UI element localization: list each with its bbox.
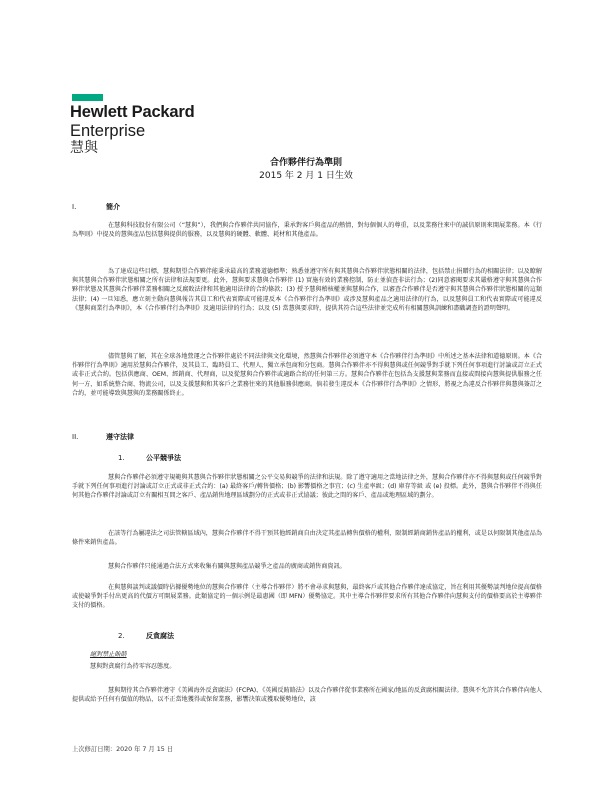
section-title: 遵守法律 bbox=[106, 433, 134, 441]
section-number: II. bbox=[72, 433, 79, 441]
hpe-logo bbox=[70, 104, 194, 155]
footer-revision-date: 上次修訂日期：2020 年 7 月 15 日 bbox=[72, 746, 174, 753]
logo-line-1: Hewlett Packard bbox=[70, 103, 195, 121]
effective-date: 2015 年 2 月 1 日生效 bbox=[259, 171, 353, 181]
paragraph-objectives: 為了達成這些目標，慧與期望合作夥伴能秉承最高的業務道德標準；熟悉並遵守所有與其慧與合作夥伴狀態相關的法律，包括禁止捐贈行為的相關法律；以及瞭解與其慧與合作夥伴狀態相關之所有法律和法規要更。此外，慧與要求慧與合作夥伴 (1) 實施有效的業務控制，防止並偵查非法行為；(2)同意審閱要求其嚴格遵守與其慧與合作夥伴狀態及其慧與合作夥伴業務相關之反腐敗法律和其他適用法律的合約條款；(3) 授予慧與稽核權並與慧與合作，以審查合作夥伴是否遵守與其慧與合作夥伴狀態相關的這類法律；(4) 一旦知悉，應立刻主動向慧與報告其員工和代表實際或可能違反本《合作夥伴行為準則》或涉及慧與產品之適用法律的行為，以及慧與員工和代表實際或可能違反《慧與商業行為準則》，本《合作夥伴行為準則》及適用法律的行為；以及 (5) 當慧與要求時，提供其符合這些法律並完成所有相關慧與訓練和盡職調查的證明聲明。 bbox=[72, 268, 542, 312]
logo-line-2: Enterprise bbox=[70, 121, 146, 140]
subsection-number: 2. bbox=[118, 632, 125, 640]
hpe-logo-bar bbox=[72, 94, 103, 101]
paragraph-scope: 儘管慧與了解，其在全球各地營運之合作夥伴處於不同法律與文化環境，然慧與合作夥伴必須遵守本《合作夥伴行為準則》中所述之基本法律和道德原則。本《合作夥伴行為準則》適用於慧與合作夥伴，及其員工、臨時員工、代理人、獨立承包商和分包商。慧與合作夥伴亦不得與慧與或任何競爭對手就下列任何事項進行討論或訂立正式或非正式合約。包括供應商、OEM、經銷商、代理商，以及從慧與合作夥伴或適路合約的任何第三方。慧與合作夥伴在包括為支援慧與業務而直接或間接向慧與提供服務之任何一方，如系統整合商、物流公司，以及支援慧與和其客戶之業務往來的其他服務供應商。倘若發生違反本《合作夥伴行為準則》之情形，將視之為違反合作夥伴與慧與簽訂之合約，並可能導致與慧與的業務關係終止。 bbox=[72, 353, 542, 397]
logo-line-3: 慧與 bbox=[70, 140, 98, 156]
anticorruption-statement: 慧與對貪腐行為持零容忍態度。 bbox=[90, 663, 176, 670]
paragraph-competition-2: 在該等行為屬違法之司法管轄區域內，慧與合作夥伴不得干預其他經銷商自由決定其產品轉售價格的權利，限制經銷商銷售產品的權利，或是以何限制其他產品為條件來銷售產品。 bbox=[72, 530, 542, 547]
subsection-title: 反貪腐法 bbox=[146, 632, 174, 640]
subsection-heading-competition bbox=[118, 453, 181, 463]
paragraph-competition-3: 慧與合作夥伴只能通過合法方式來收集有關與慧與產品競爭之產品的廣商或銷售商資訊。 bbox=[108, 563, 346, 570]
subsection-title: 公平競爭法 bbox=[146, 454, 181, 462]
document-title: 合作夥伴行為準則 bbox=[269, 158, 342, 168]
subsection-number: 1. bbox=[118, 454, 125, 462]
section-title: 簡介 bbox=[106, 203, 120, 211]
paragraph-intro: 在慧與科技股份有限公司（“慧與”），我們與合作夥伴共同協作，秉承對客戶與產品的熱情，對每個個人的尊重，以及業務往來中的誠信原則來開展業務。本《行為準則》中提及的慧與產品包括慧與提供的服務，以及慧與的硬體、軟體、耗材和其他產品。 bbox=[72, 222, 542, 239]
anticorruption-subheading: 絕對禁止賄賂 bbox=[90, 651, 127, 658]
paragraph-anticorruption: 慧與期待其合作夥伴遵守《美國海外反貪腐法》(FCPA)、《英國反賄賂法》以及合作夥伴從事業務所在國家/地區的反貪腐相關法律。慧與不允許其合作夥伴向他人提供或給予任何有價值的物品，以不正當地獲得或保留業務，影響決策或獲取優勢地位，該 bbox=[72, 687, 542, 704]
section-number: I. bbox=[72, 203, 77, 211]
subsection-heading-anticorruption bbox=[118, 631, 174, 641]
section-heading-intro bbox=[72, 202, 120, 212]
section-heading-law bbox=[72, 432, 134, 442]
paragraph-competition-1: 慧與合作夥伴必須遵守規範與其慧與合作夥伴狀態相關之公平交易與競爭的法律和法規。除了遵守適用之當地法律之外，慧與合作夥伴亦不得與慧與或任何競爭對手就下列任何事項進行討論或訂立正式或非正式合約：(a) 最終客戶/轉售價格；(b) 影響價格之事宜；(c) 生產率級；(d) 庫存等級 或 (e) 投標。此外，慧與合作夥伴不得與任何其他合作夥伴討論或訂立有關相互間之客戶、產品銷售地理區域劃分的正式或非正式協議；彼此之間的客戶、產品或地理區域的劃分。 bbox=[72, 474, 542, 500]
paragraph-competition-4: 在與慧與談判或議價時佔據優勢地位的慧與合作夥伴（主導合作夥伴）將不會尋求與慧與，最終客戶或其他合作夥伴達成協定，旨在利用其優勢談判地位提高價格或使競爭對手付出更高的代價方可開展業務。此類協定的一個示例是最惠國（即 MFN）優勢協定。其中主導合作夥伴要求所有其他合作夥伴向慧與支付的價格要高於主導夥伴支付的價格。 bbox=[72, 584, 542, 610]
